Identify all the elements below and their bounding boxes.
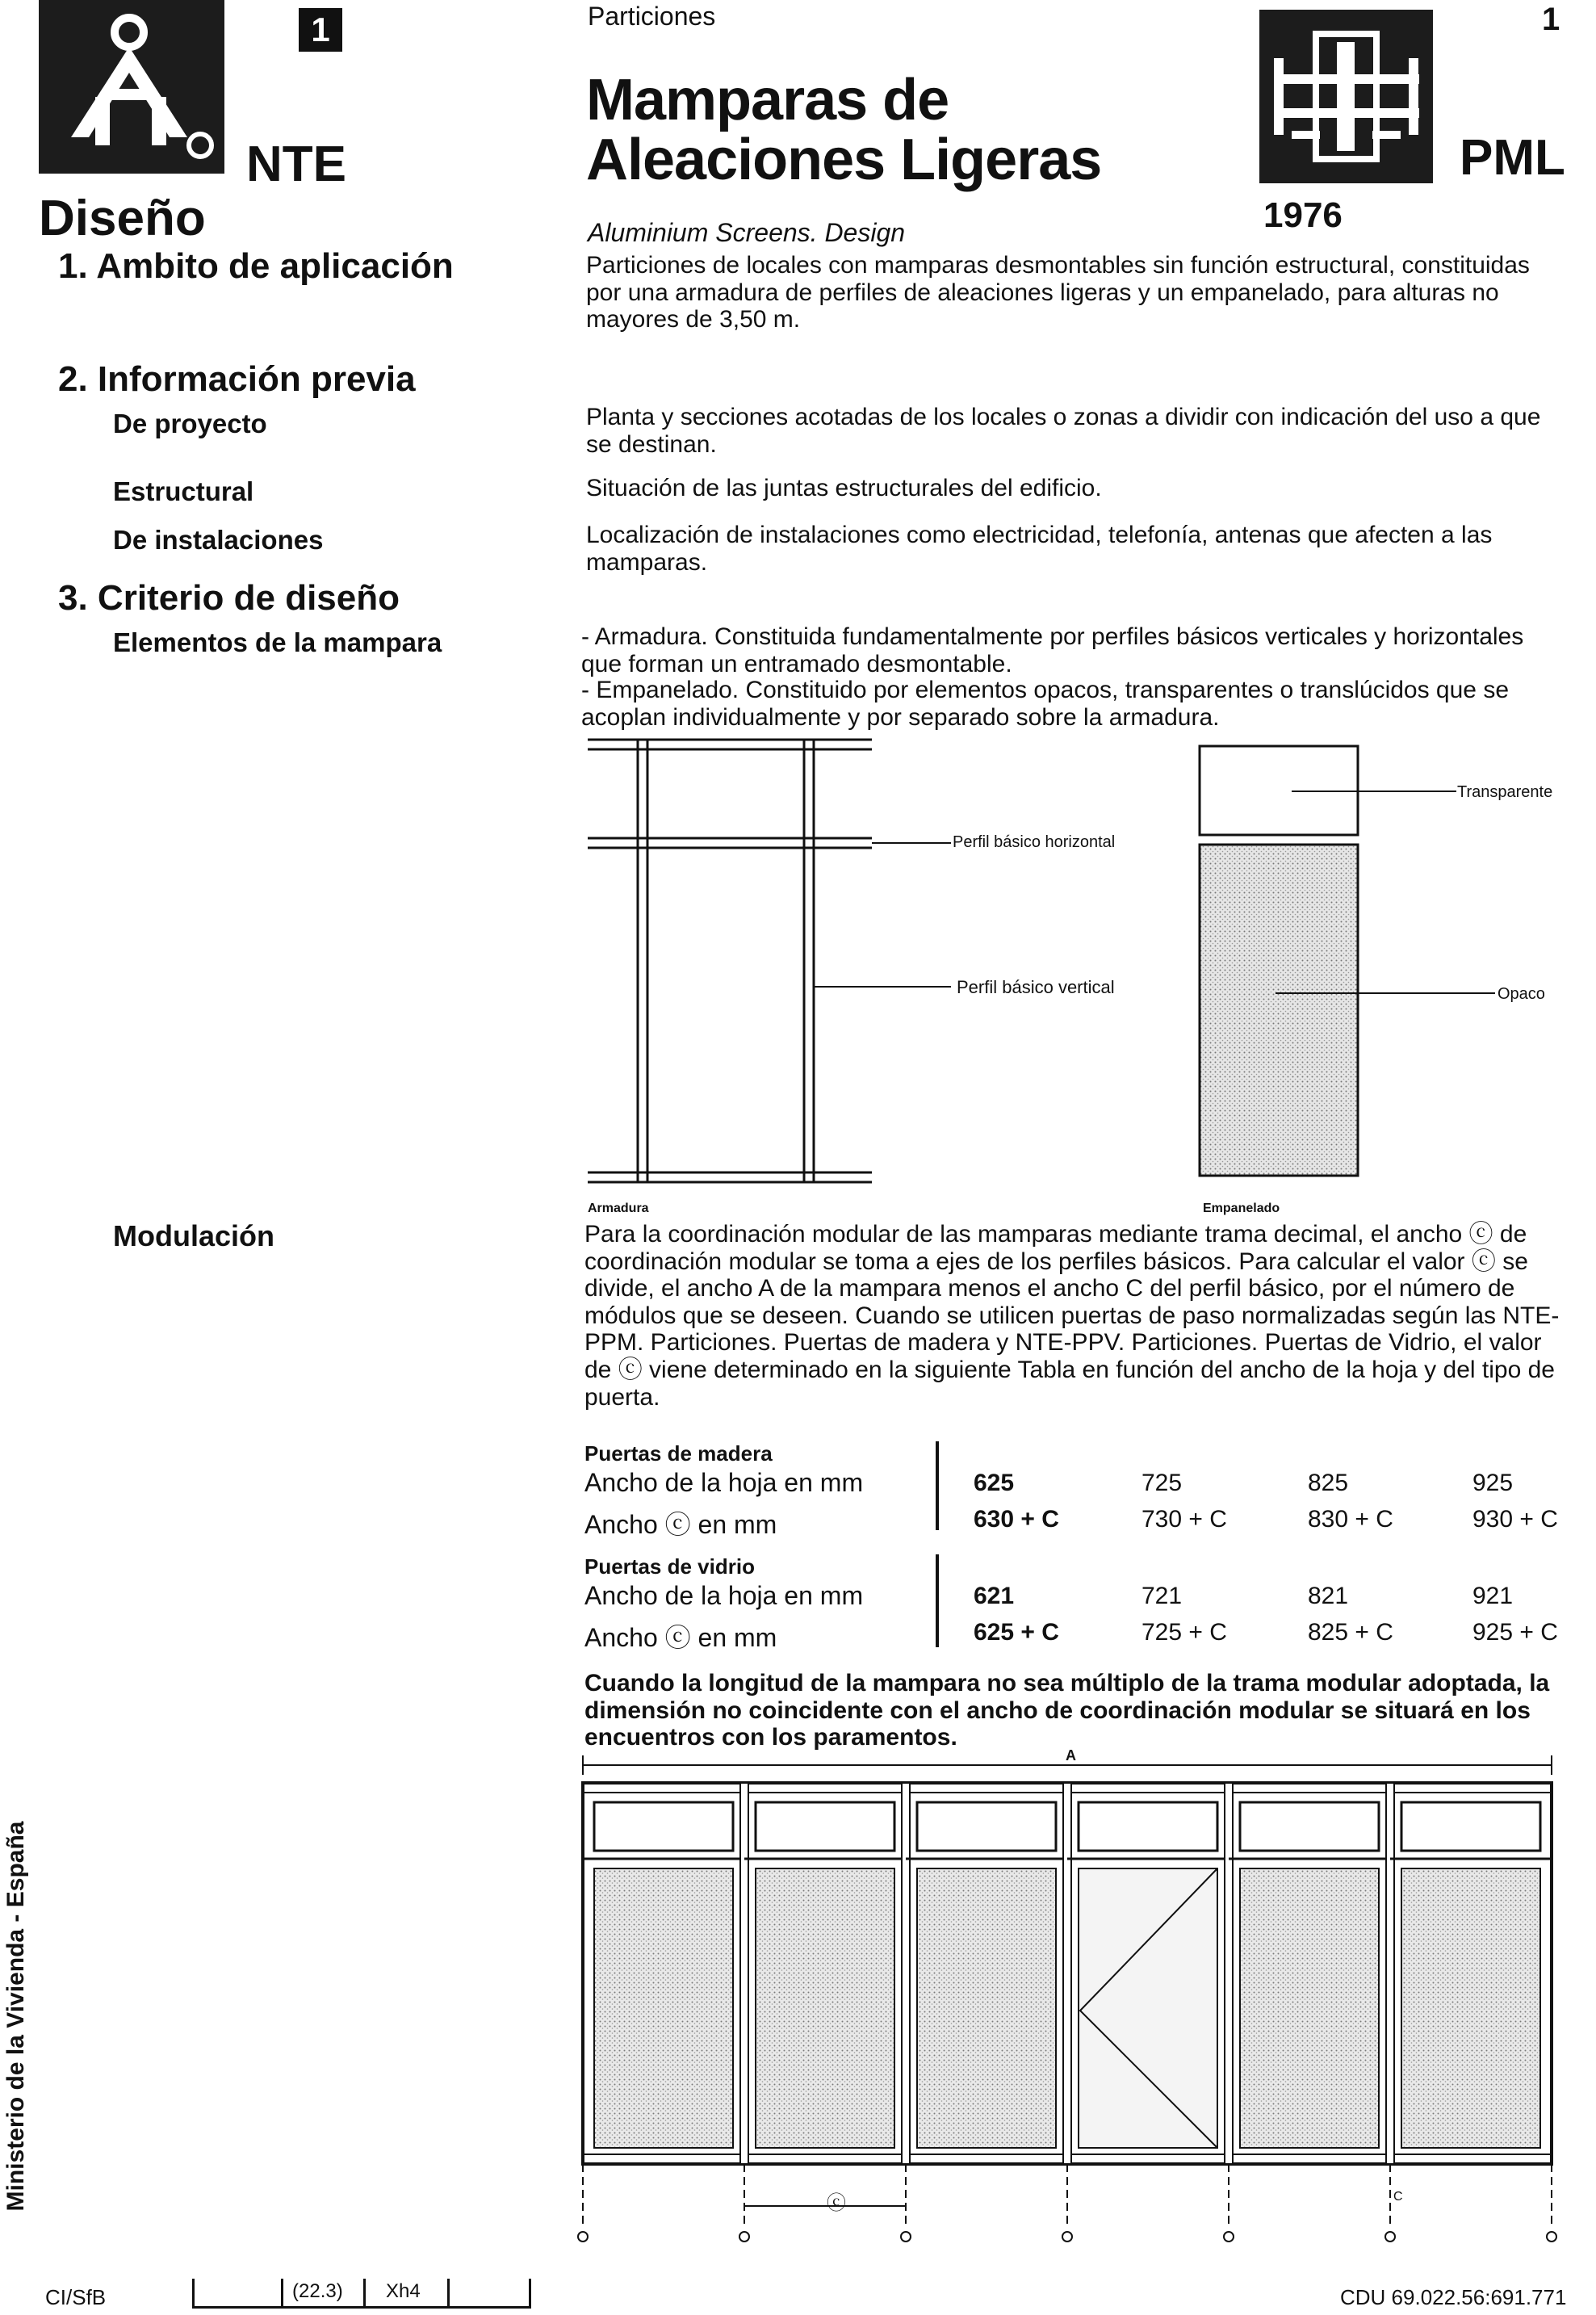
year-label: 1976 [1263,195,1343,235]
g1-row2-c4: 930 + C [1472,1506,1558,1533]
transparent-panel [756,1802,894,1851]
g1-row1-c4: 925 [1472,1470,1514,1496]
s3-sub-elementos: Elementos de la mampara [113,627,442,657]
modulacion-text: Para la coordinación modular de las mamparas mediante trama decimal, el ancho ⓒ de coordinación modular se toma a ejes de los perfiles básicos. Para calcular el valor ⓒ se divide, el ancho A de la mampara menos el ancho C del perfil básico, por el número de módulos que se deseen. Cuando se utilicen puertas de paso normalizadas según las NTE-PPM. Particiones. Puertas de madera y NTE-PPV. Particiones. Puertas de Vidrio, el valor de ⓒ viene determinado en la siguiente Tabla en función del ancho de la hoja y del tipo de puerta. [584,1221,1560,1411]
category-label: Particiones [588,2,716,31]
cisfb-tick-5 [529,2279,531,2306]
g1-row2-label: Ancho ⓒ en mm [584,1510,777,1539]
dim-c-label: C [1393,2190,1403,2204]
cisfb-tick-3 [363,2279,366,2306]
cisfb-label: CI/SfB [45,2285,107,2309]
g1-row1-c2: 725 [1141,1470,1183,1496]
cisfb-code-2: Xh4 [386,2280,421,2302]
s3-sub-modulacion: Modulación [113,1219,274,1252]
g2-row1-c3: 821 [1308,1583,1349,1609]
s2-text-proyecto: Planta y secciones acotadas de los locales o zonas a dividir con indicación del uso a que se destinan. [586,404,1541,458]
g2-row1-c1: 621 [974,1583,1015,1609]
g1-row2-c2: 730 + C [1141,1506,1227,1533]
cisfb-tick-4 [447,2279,450,2306]
vertical-profile [1386,1783,1394,2164]
caption-armadura: Armadura [588,1202,649,1215]
transparent-panel [917,1802,1056,1851]
s2-title: 2. Información previa [58,359,416,399]
g1-row1-c3: 825 [1308,1470,1349,1496]
group-madera-title: Puertas de madera [584,1441,773,1466]
transparent-panel [1240,1802,1379,1851]
nte-logo [39,0,224,174]
group-vidrio-title: Puertas de vidrio [584,1554,755,1579]
figure-elevation [565,1744,1582,2261]
axis-marker-end [1062,2232,1072,2242]
nte-label: NTE [246,136,346,192]
dim-modulo-label: ⓒ [827,2192,846,2214]
label-opaco: Opaco [1498,985,1545,1003]
g1-row2-c1: 630 + C [974,1506,1059,1533]
axis-marker-end [739,2232,749,2242]
final-text: Cuando la longitud de la mampara no sea múltiplo de la trama modular adoptada, la dimensión no coincidente con el ancho de coordinación modular se situará en los encuentros con los paramentos. [584,1670,1550,1751]
ministry-side-text: Ministerio de la Vivienda - España [2,1821,29,2212]
badge-number: 1 [311,10,330,48]
section-badge [299,8,342,52]
label-perfil-horizontal: Perfil básico horizontal [953,833,1116,851]
g2-row2-c1: 625 + C [974,1619,1059,1646]
page-number: 1 [1542,2,1560,37]
opaque-panel [756,1868,894,2148]
s3-title: 3. Criterio de diseño [58,578,400,618]
g1-row2-c3: 830 + C [1308,1506,1393,1533]
transparent-panel [594,1802,733,1851]
g2-row1-c4: 921 [1472,1583,1514,1609]
axis-marker-end [1547,2232,1556,2242]
s2-text-estructural: Situación de las juntas estructurales del edificio. [586,475,1102,501]
pml-logo [1259,10,1433,183]
s2-sub-proyecto: De proyecto [113,409,267,438]
opaque-panel [594,1868,733,2148]
label-transparente: Transparente [1457,783,1553,801]
g2-row2-c4: 925 + C [1472,1619,1558,1646]
dim-a-label: A [1066,1747,1076,1764]
axis-marker-end [901,2232,911,2242]
opaque-panel [1401,1868,1540,2148]
vertical-profile [902,1783,910,2164]
g2-row2-c3: 825 + C [1308,1619,1393,1646]
s3-text-empanelado: - Empanelado. Constituido por elementos opacos, transparentes o translúcidos que se acoplan individualmente y por separado sobre la armadura. [581,677,1510,731]
cisfb-code-1: (22.3) [292,2280,343,2302]
cisfb-tick-1 [192,2279,195,2306]
caption-empanelado: Empanelado [1203,1202,1280,1215]
g2-row2-c2: 725 + C [1141,1619,1227,1646]
transparent-panel [1079,1802,1217,1851]
g1-row1-c1: 625 [974,1470,1015,1496]
s3-text-armadura: - Armadura. Constituida fundamentalmente por perfiles básicos verticales y horizontales que forman un entramado desmontable. [581,623,1524,677]
opaque-panel [1240,1868,1379,2148]
s1-text: Particiones de locales con mamparas desmontables sin función estructural, constituidas por una armadura de perfiles de aleaciones ligeras y un empanelado, para alturas no mayores de 3,50 m. [586,252,1530,333]
s2-sub-instalaciones: De instalaciones [113,525,324,555]
s2-text-instalaciones: Localización de instalaciones como electricidad, telefonía, antenas que afecten a las mamparas. [586,522,1493,576]
s1-title: 1. Ambito de aplicación [58,246,454,286]
g2-row2-label: Ancho ⓒ en mm [584,1623,777,1652]
cisfb-tick-2 [281,2279,283,2306]
vertical-profile [1225,1783,1233,2164]
armadura-diagram [565,727,1582,1203]
subtitle: Aluminium Screens. Design [588,218,906,247]
elevation-diagram [565,1744,1582,2261]
door-width-table [584,1441,1569,1655]
transparent-panel [1401,1802,1540,1851]
door-panel [1079,1868,1217,2148]
table-divider-1 [936,1441,939,1530]
cisfb-box [192,2279,531,2309]
s2-sub-estructural: Estructural [113,476,254,506]
opaque-panel [917,1868,1056,2148]
g1-row1-label: Ancho de la hoja en mm [584,1468,864,1497]
g2-row1-c2: 721 [1141,1583,1183,1609]
g2-row1-label: Ancho de la hoja en mm [584,1581,864,1610]
table-divider-2 [936,1554,939,1647]
vertical-profile [1063,1783,1071,2164]
section-main-title: Diseño [39,191,206,246]
pml-code: PML [1460,130,1565,186]
compass-icon [39,0,224,174]
axis-marker-end [1224,2232,1234,2242]
figure-armadura-empanelado [565,727,1582,1203]
partition-logo-icon [1259,10,1433,183]
axis-marker-end [1385,2232,1395,2242]
vertical-profile [740,1783,748,2164]
axis-marker-end [578,2232,588,2242]
title-line-2: Aleaciones Ligeras [586,128,1102,192]
cdu-code: CDU 69.022.56:691.771 [1340,2285,1567,2309]
title-line-1: Mamparas de [586,68,949,132]
label-perfil-vertical: Perfil básico vertical [957,977,1115,997]
